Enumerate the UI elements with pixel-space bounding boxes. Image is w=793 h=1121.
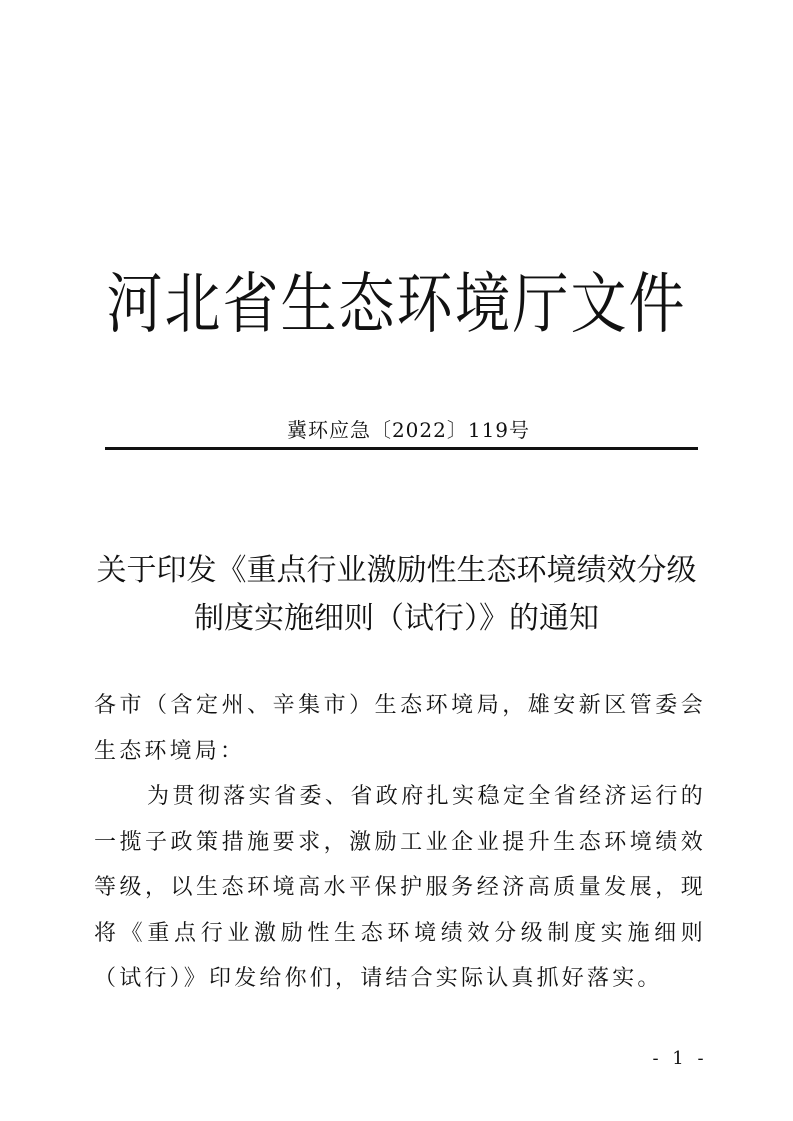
- body-paragraph: 为贯彻落实省委、省政府扎实稳定全省经济运行的一揽子政策措施要求，激励工业企业提升生态环境绩效等级，以生态环境高水平保护服务经济高质量发展，现将《重点行业激励性生态环境绩效分级制度实施细则（试行）》印发给你们，请结合实际认真抓好落实。: [94, 784, 706, 991]
- document-number: 冀环应急〔2022〕119号: [286, 418, 531, 442]
- document-title: [0, 547, 793, 643]
- document-body: [94, 683, 706, 1002]
- title-line-1: 关于印发《重点行业激励性生态环境绩效分级: [96, 553, 697, 588]
- addressee: 各市（含定州、辛集市）生态环境局，雄安新区管委会生态环境局：: [94, 693, 706, 764]
- title-line-2: 制度实施细则（试行）》的通知: [194, 601, 599, 636]
- page-number: - 1 -: [652, 1048, 708, 1069]
- header-divider-line: [105, 447, 698, 450]
- document-masthead: 河北省生态环境厅文件: [106, 266, 687, 343]
